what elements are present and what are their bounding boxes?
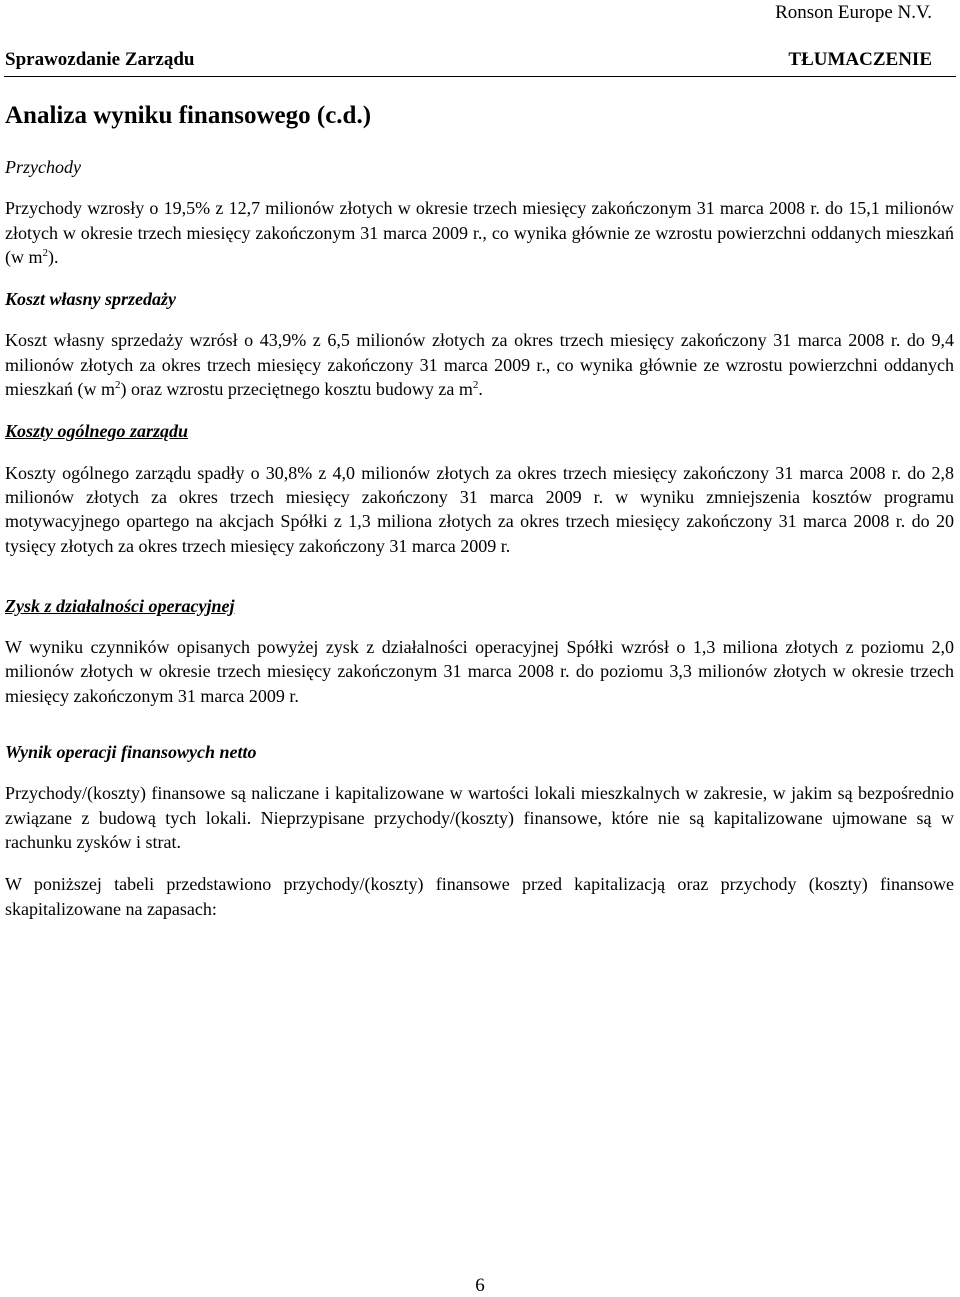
section-heading-wynik-finansowy: Wynik operacji finansowych netto xyxy=(5,742,257,763)
page-title: Analiza wyniku finansowego (c.d.) xyxy=(5,102,372,129)
paragraph-zysk-operacyjny: W wyniku czynników opisanych powyżej zysk z działalności operacyjnej Spółki wzrósł o 1,3 miliona złotych z poziomu 2,0 milionów złotych w okresie trzech miesięcy zakończonym 31 marca 2008 r. do poziomu 3,3 milionów złotych w okresie trzech miesięcy zakończonym 31 marca 2009 r. xyxy=(5,637,954,706)
section-heading-koszt-wlasny: Koszt własny sprzedaży xyxy=(5,289,177,310)
paragraph-text: ) oraz wzrostu przeciętnego kosztu budowy za m xyxy=(120,379,473,400)
paragraph-text: ). xyxy=(48,246,59,267)
paragraph-wynik-finansowy-2: W poniższej tabeli przedstawiono przychody/(koszty) finansowe przed kapitalizacją oraz przychody (koszty) finansowe skapitalizowane na zapasach: xyxy=(5,874,954,919)
translation-label: TŁUMACZENIE xyxy=(788,49,932,70)
paragraph-wynik-finansowy-1: Przychody/(koszty) finansowe są naliczane i kapitalizowane w wartości lokali mieszkalnych w zakresie, w jakim są bezpośrednio związane z budową tych lokali. Nieprzypisane przychody/(koszty) finansowe, które nie są kapitalizowane ujmowane są w rachunku zysków i strat. xyxy=(5,783,954,852)
paragraph-przychody xyxy=(5,196,954,269)
section-heading-koszty-zarzadu: Koszty ogólnego zarządu xyxy=(5,421,189,442)
paragraph-text: Koszt własny sprzedaży wzrósł o 43,9% z 6,5 milionów złotych za okres trzech miesięcy zakończony 31 marca 2008 r. do 9,4 milionów złotych za okres trzech miesięcy zakończony 31 marca 2009 r., co wynika głównie ze wzrostu powierzchni oddanych mieszkań (w m xyxy=(5,330,954,400)
paragraph-koszty-zarzadu: Koszty ogólnego zarządu spadły o 30,8% z 4,0 milionów złotych za okres trzech miesięcy zakończony 31 marca 2008 r. do 2,8 milionów złotych za okres trzech miesięcy zakończony 31 marca 2009 r. w wyniku zmniejszenia kosztów programu motywacyjnego opartego na akcjach Spółki z 1,3 miliona złotych za okres trzech miesięcy zakończony 31 marca 2008 r. do 20 tysięcy złotych za okres trzech miesięcy zakończony 31 marca 2009 r. xyxy=(5,462,954,556)
paragraph-text: . xyxy=(478,379,483,400)
spacer xyxy=(5,576,954,594)
report-title: Sprawozdanie Zarządu xyxy=(5,49,195,70)
section-heading-zysk-operacyjny: Zysk z działalności operacyjnej xyxy=(5,595,235,616)
page-number: 6 xyxy=(475,1275,485,1296)
superscript: 2 xyxy=(42,246,48,259)
document-body xyxy=(5,155,954,939)
paragraph-text: Przychody wzrosły o 19,5% z 12,7 milionów złotych w okresie trzech miesięcy zakończonym 31 marca 2008 r. do 15,1 milionów złotych w okresie trzech miesięcy zakończonym 31 marca 2009 r., co wynika głównie ze wzrostu powierzchni oddanych mieszkań (w m xyxy=(5,198,954,267)
section-heading-przychody: Przychody xyxy=(5,157,81,177)
paragraph-koszt-wlasny xyxy=(5,328,954,401)
spacer xyxy=(5,726,954,740)
superscript: 2 xyxy=(114,379,121,392)
header-rule xyxy=(4,76,956,77)
superscript: 2 xyxy=(472,379,479,392)
company-name: Ronson Europe N.V. xyxy=(775,2,932,23)
